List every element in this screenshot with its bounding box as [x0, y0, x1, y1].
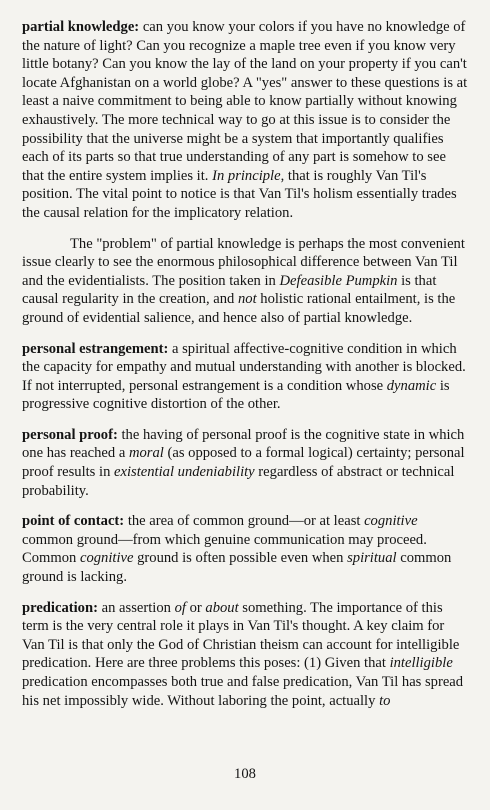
entry-text: common ground is lacking. [22, 550, 452, 586]
entry-text: (as opposed to a formal logical) certainty; personal proof results in [22, 445, 465, 481]
paragraph-italic: not [237, 291, 257, 308]
paragraph-italic: Defeasible Pumpkin [279, 272, 398, 289]
entry-italic: In principle [212, 167, 281, 184]
entry-text: , that is roughly Van Til's position. The vital point to notice is that Van Til's holism essentially trades the causal relation for the implicatory relation. [22, 167, 457, 221]
entry-term: predication: [22, 599, 98, 616]
entry-italic: dynamic [386, 377, 437, 394]
entry-text: an assertion [101, 599, 175, 616]
indented-paragraph [22, 235, 470, 328]
entry-italic: of [174, 599, 186, 616]
entry-italic: intelligible [389, 655, 453, 672]
paragraph-text: is that causal regularity in the creation, and [22, 272, 437, 308]
entry-italic: about [205, 599, 239, 616]
entry-text: is progressive cognitive distortion of the other. [22, 377, 450, 413]
entry-text: a spiritual affective-cognitive condition in which the capacity for empathy and mutual understanding with another is blocked. If not interrupted, personal estrangement is a condition whose [22, 340, 466, 394]
entry-text: the having of personal proof is the cognitive state in which one has reached a [22, 426, 465, 462]
entry-text: predication encompasses both true and false predication, Van Til has spread his net impossibly wide. Without laboring the point, actually [22, 674, 464, 709]
glossary-entry-predication [22, 599, 470, 711]
entry-italic: cognitive [79, 550, 134, 567]
entry-term: partial knowledge: [22, 19, 140, 35]
entry-term: personal estrangement: [22, 340, 169, 357]
entry-text: or [185, 599, 206, 616]
entry-italic: to [379, 692, 391, 709]
glossary-entry-partial-knowledge [22, 18, 470, 223]
entry-term: personal proof: [22, 426, 118, 443]
entry-text: something. The importance of this term is the very central role it plays in Van Til's thought. A key claim for Van Til is that only the God of Christian theism can account for intelligible predication. Here are three problems this poses: (1) Given that [22, 599, 460, 672]
entry-term: point of contact: [22, 513, 125, 530]
glossary-entry-point-of-contact [22, 512, 470, 586]
entry-text: common ground—from which genuine communication may proceed. Common [22, 531, 427, 567]
entry-text: can you know your colors if you have no knowledge of the nature of light? Can you recognize a maple tree even if you know very little botany? Can you know the lay of the land on your property if you can't locate Afghanistan on a world globe? A "yes" answer to these questions is at least a naive commitment to being able to know partially without knowing exhaustively. The more technical way to go at this issue is to consider the possibility that the universe might be a system that importantly qualifies each of its parts so that true understanding of any part is somehow to see that the entire system implies it. [22, 19, 468, 184]
entry-text: regardless of abstract or technical probability. [22, 464, 455, 499]
entry-text: the area of common ground—or at least [127, 513, 365, 530]
entry-italic: spiritual [347, 550, 397, 567]
glossary-entry-personal-proof [22, 426, 470, 500]
entry-italic: cognitive [364, 513, 418, 530]
page-number: 108 [234, 766, 256, 782]
entry-italic: moral [128, 445, 164, 462]
paragraph-text: holistic rational entailment, is the ground of evidential salience, and hence also of partial knowledge. [22, 291, 456, 326]
entry-italic: existential undeniability [114, 464, 255, 481]
entry-text: ground is often possible even when [133, 550, 348, 567]
glossary-entry-personal-estrangement [22, 340, 470, 414]
paragraph-text: The "problem" of partial knowledge is perhaps the most convenient issue clearly to see the enormous philosophical difference between Van Til and the evidentialists. The position taken in [22, 235, 465, 289]
